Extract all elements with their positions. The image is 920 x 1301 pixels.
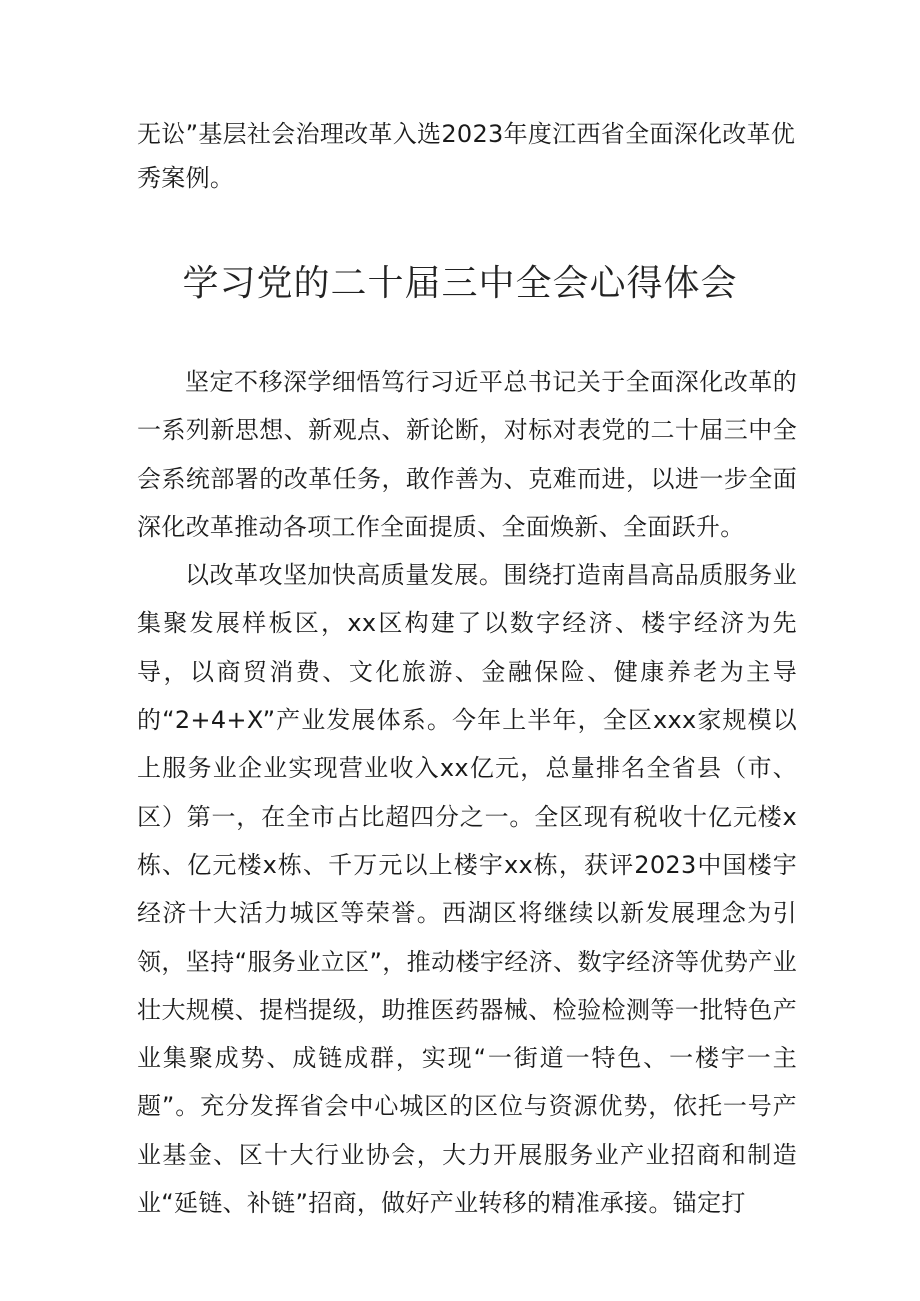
paragraph-development: 以改革攻坚加快高质量发展。围绕打造南昌高品质服务业集聚发展样板区，xx区构建了以数字经济、楼宇经济为先导，以商贸消费、文化旅游、金融保险、健康养老为主导的“2+4+X”产业发展体系。今年上半年，全区xxx家规模以上服务业企业实现营业收入xx亿元，总量排名全省县（市、区）第一，在全市占比超四分之一。全区现有税收十亿元楼x栋、亿元楼x栋、千万元以上楼宇xx栋，获评2023中国楼宇经济十大活力城区等荣誉。西湖区将继续以新发展理念为引领，坚持“服务业立区”，推动楼宇经济、数字经济等优势产业壮大规模、提档提级，助推医药器械、检验检测等一批特色产业集聚成势、成链成群，实现“一街道一特色、一楼宇一主题”。充分发挥省会中心城区的区位与资源优势，依托一号产业基金、区十大行业协会，大力开展服务业产业招商和制造业“延链、补链”招商，做好产业转移的精准承接。锚定打: [137, 561, 797, 1218]
document-body: [137, 358, 797, 1227]
paragraph-intro: 坚定不移深学细悟笃行习近平总书记关于全面深化改革的一系列新思想、新观点、新论断，对标对表党的二十届三中全会系统部署的改革任务，敢作善为、克难而进，以进一步全面深化改革推动各项工作全面提质、全面焕新、全面跃升。: [137, 368, 797, 541]
previous-section-tail: 无讼”基层社会治理改革入选2023年度江西省全面深化改革优秀案例。: [137, 120, 796, 192]
document-title: 学习党的二十届三中全会心得体会: [182, 263, 738, 304]
